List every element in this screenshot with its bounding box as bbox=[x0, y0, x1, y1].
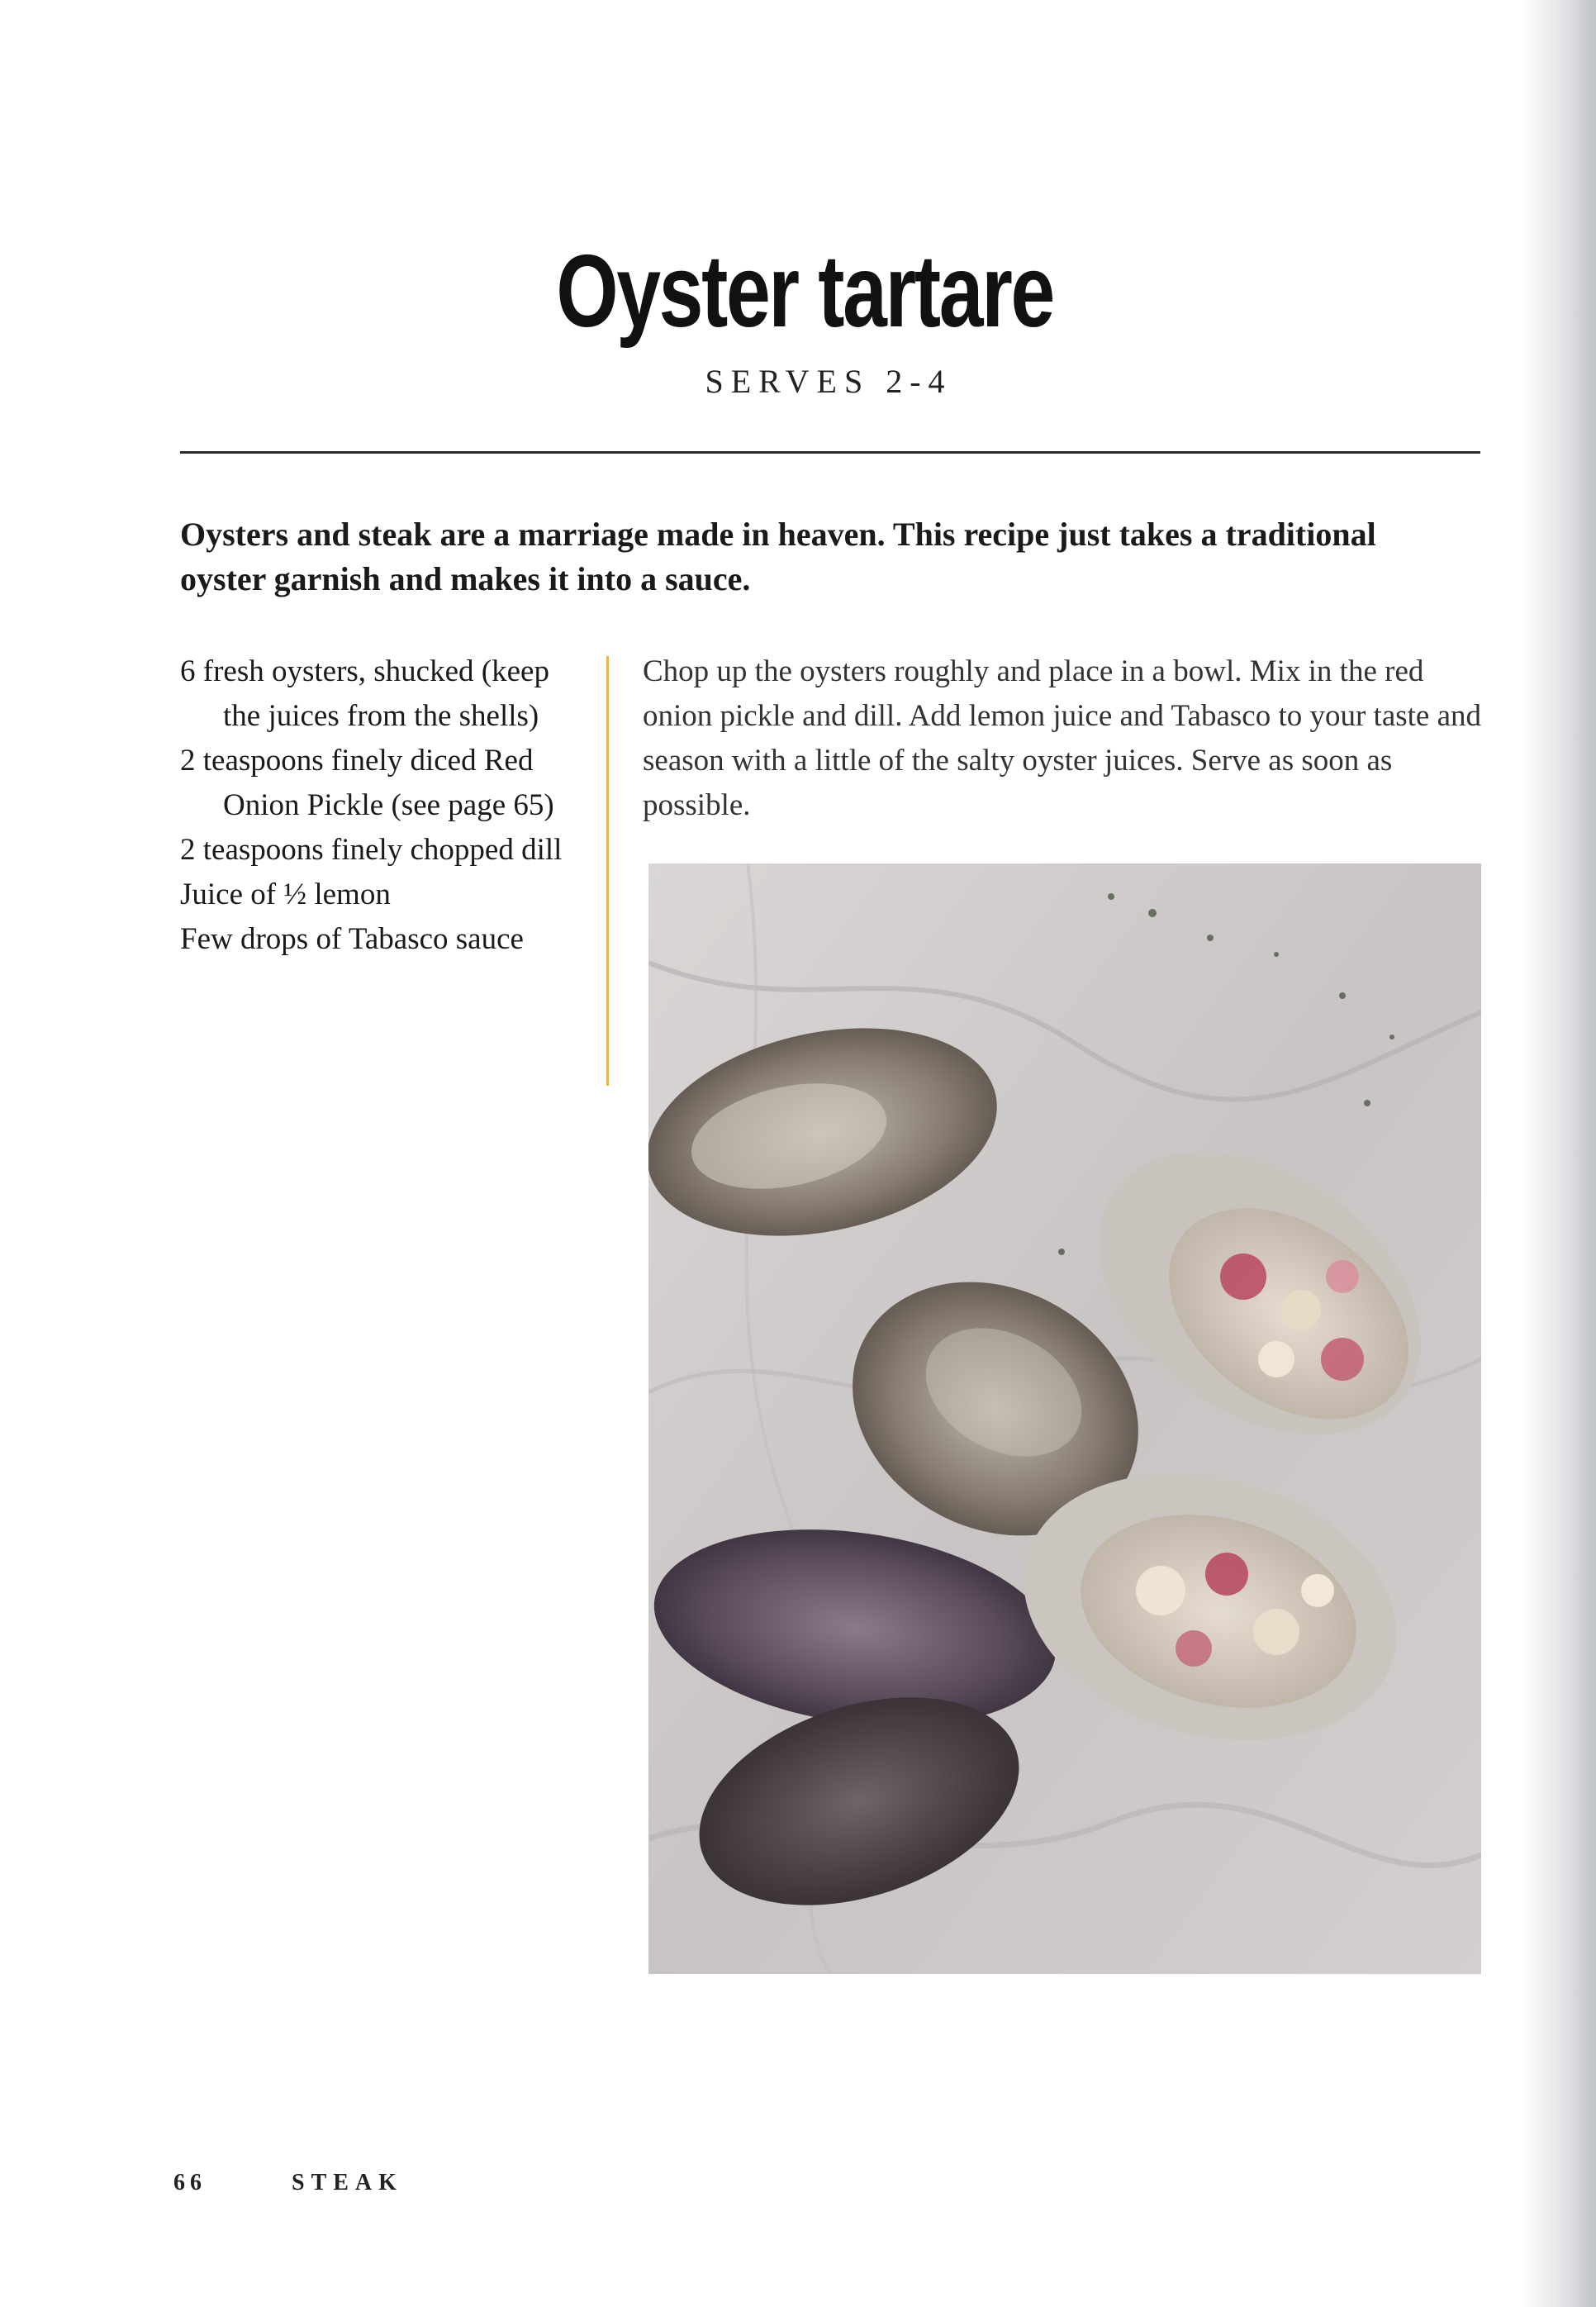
book-section: STEAK bbox=[292, 2170, 403, 2195]
column-divider bbox=[606, 656, 609, 1086]
ingredient-item: 2 teaspoons finely diced Red Onion Pickle (see page 65) bbox=[180, 744, 554, 822]
oyster-photo bbox=[648, 863, 1481, 1974]
ingredient-item: 6 fresh oysters, shucked (keep the juices from the shells) bbox=[180, 654, 549, 733]
recipe-method: Chop up the oysters roughly and place in a bowl. Mix in the red onion pickle and dill. Add lemon juice and Tabasco to your taste and season with a little of the salty oyster juices. Serve as soon as possible. bbox=[643, 654, 1482, 822]
recipe-intro: Oysters and steak are a marriage made in heaven. This recipe just takes a traditional oyster garnish and makes it into a sauce. bbox=[180, 516, 1376, 597]
page-footer bbox=[173, 2170, 403, 2196]
ingredient-item: Few drops of Tabasco sauce bbox=[180, 922, 524, 956]
ingredient-list bbox=[180, 649, 593, 962]
ingredient-item: Juice of ½ lemon bbox=[180, 878, 391, 911]
serves-label: SERVES 2-4 bbox=[705, 363, 952, 400]
ingredient-item: 2 teaspoons finely chopped dill bbox=[180, 833, 563, 867]
title-rule bbox=[180, 451, 1480, 454]
page-edge-shadow bbox=[1522, 0, 1596, 2307]
recipe-title: Oyster tartare bbox=[556, 235, 1053, 349]
page-number: 66 bbox=[173, 2170, 207, 2195]
